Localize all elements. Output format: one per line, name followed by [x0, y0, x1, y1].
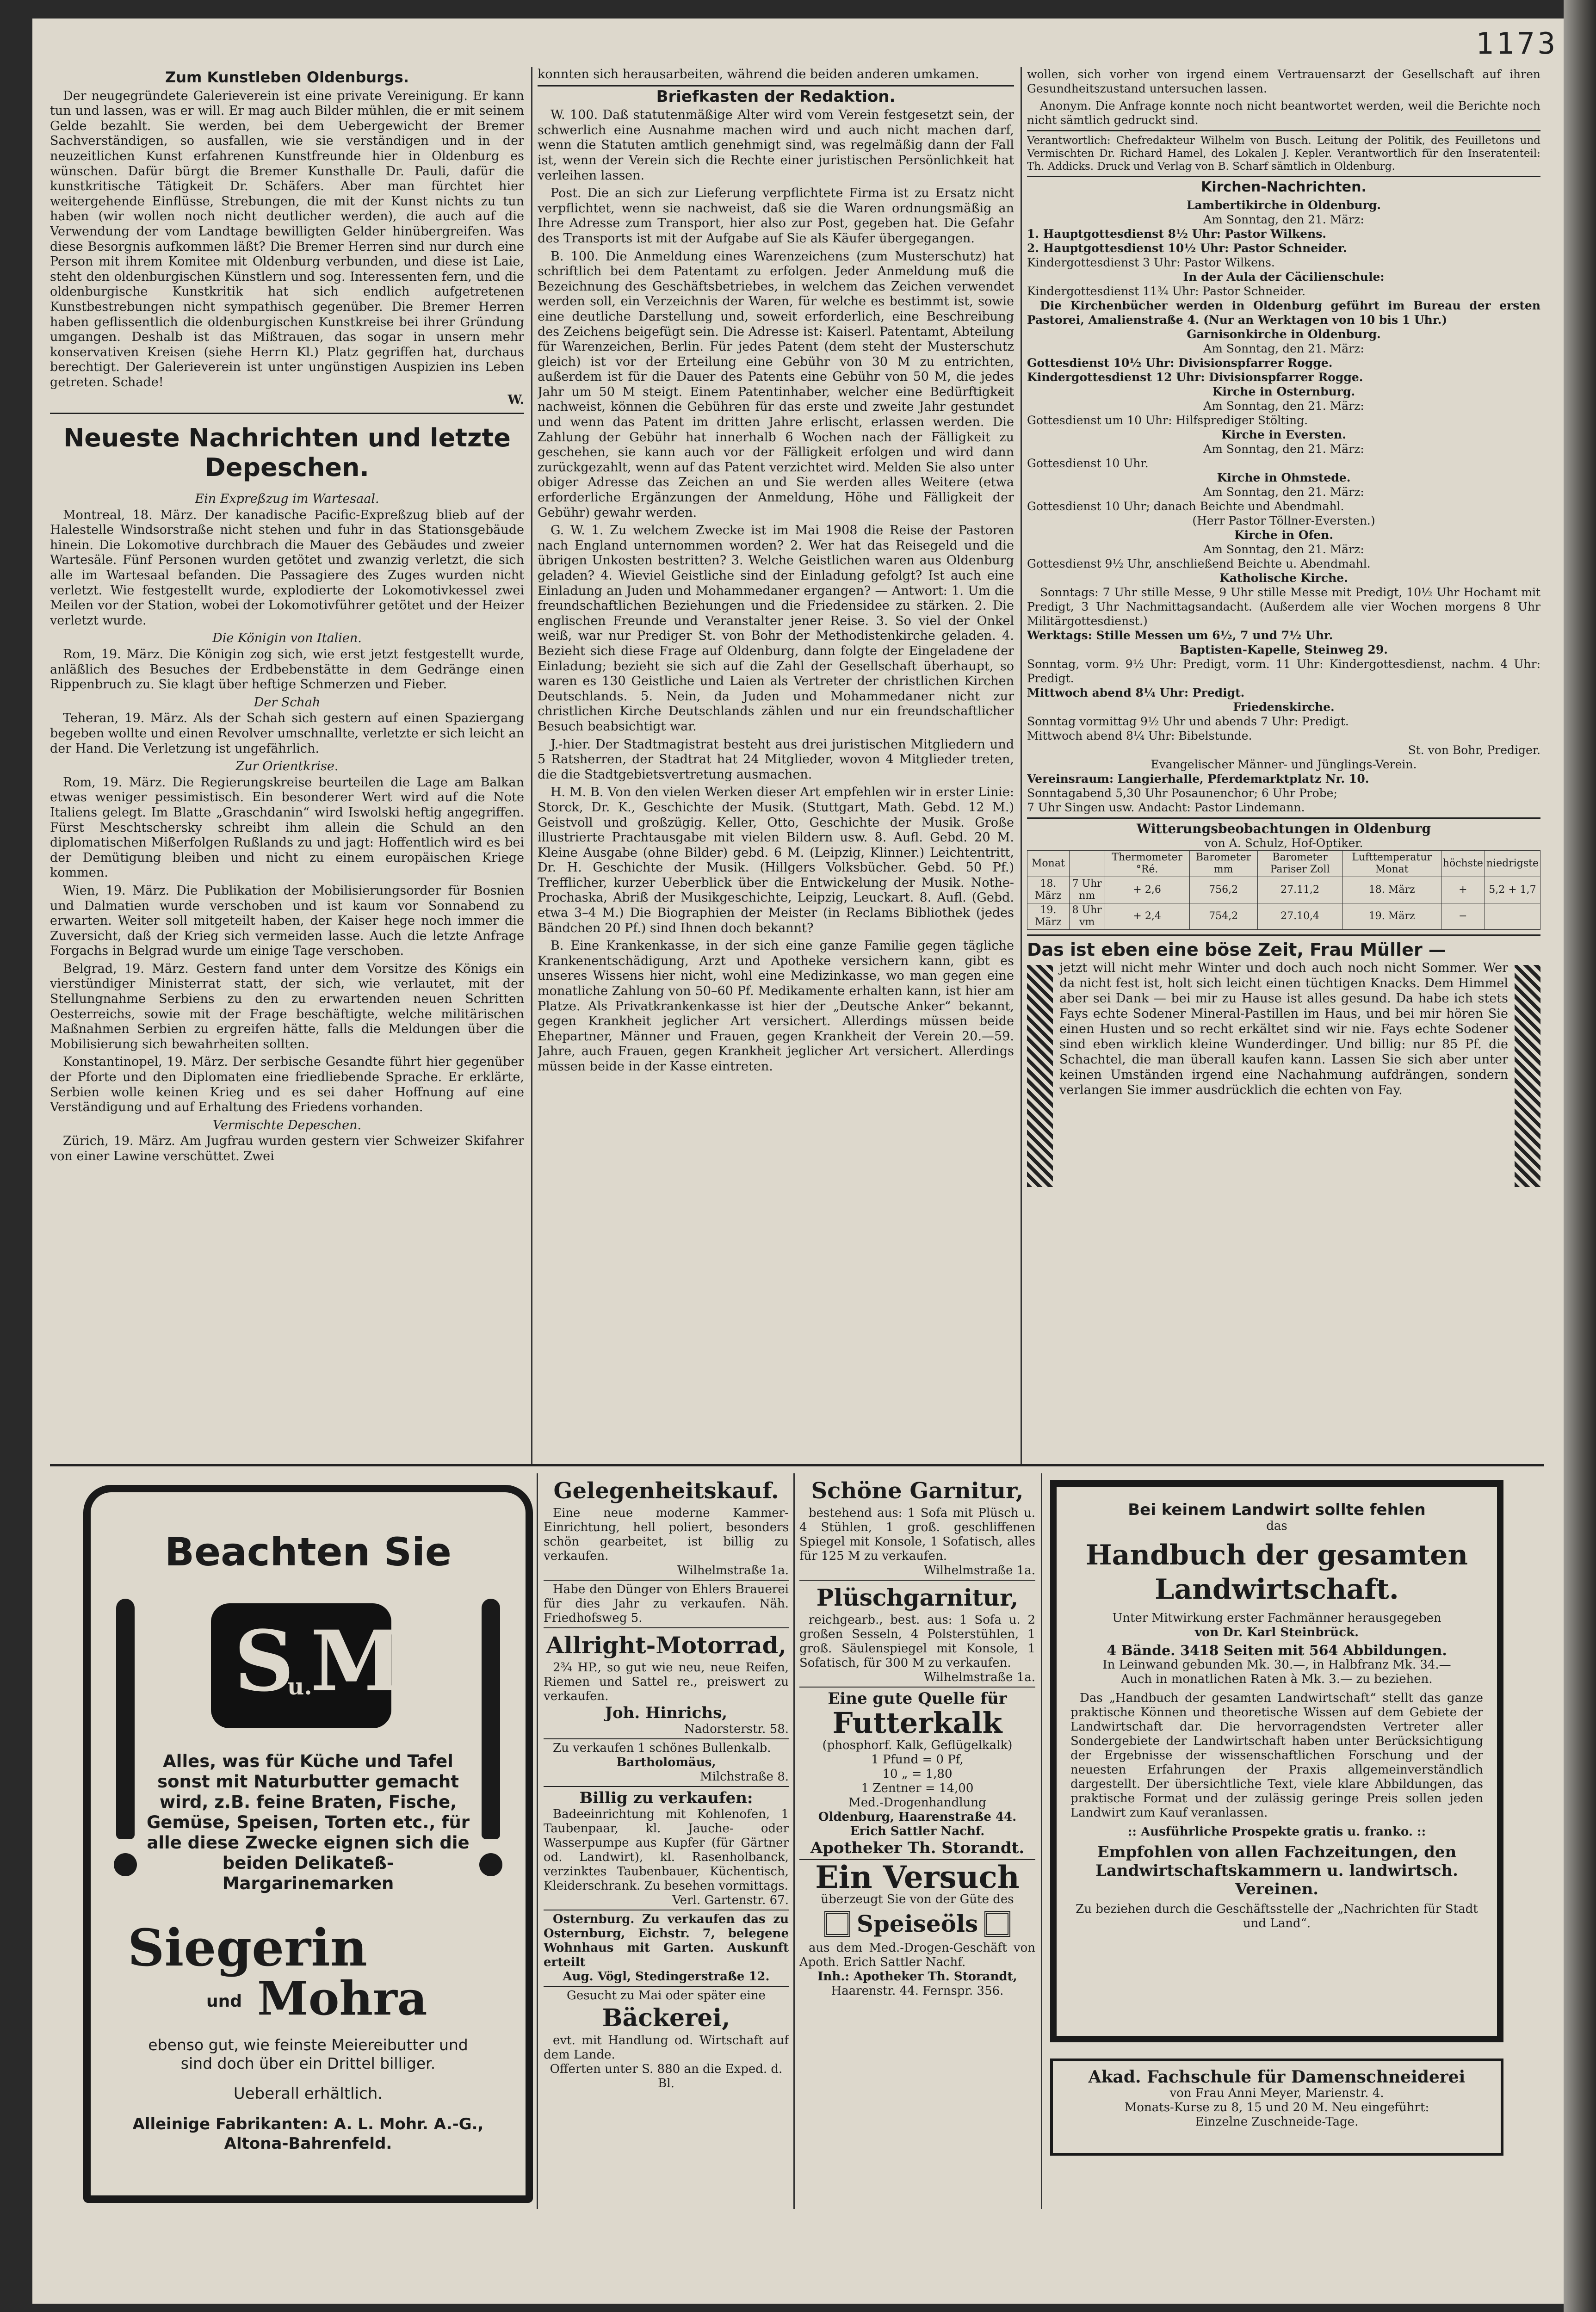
- ad-duenger-body: Habe den Dünger von Ehlers Brauerei für dies Jahr zu verkaufen. Näh. Friedhofsweg 5.: [544, 1583, 789, 1625]
- weather-cell: 7 Uhr nm: [1069, 877, 1105, 903]
- handbuch-price: In Leinwand gebunden Mk. 30.—, in Halbfranz Mk. 34.—: [1102, 1658, 1451, 1672]
- church-line: Kindergottesdienst 3 Uhr: Pastor Wilkens.: [1027, 256, 1275, 269]
- weather-table: [1027, 850, 1540, 930]
- weather-header: Lufttemperatur Monat: [1342, 851, 1441, 877]
- ad-bullenkalb-body: Zu verkaufen 1 schönes Bullenkalb.: [553, 1741, 771, 1755]
- weather-cell: 754,2: [1189, 903, 1257, 930]
- briefkasten-answer-1: W. 100. Daß statutenmäßige Alter wird vom Verein festgesetzt sein, der schwerlich eine Ausnahme machen wird und auch nicht machen darf, wenn die Statuten amtlich genehmigt sind, was regelmäßig dann der Fall ist, wenn der Verein sich die Rechte einer juristischen Persönlichkeit hat verleihen lassen.: [538, 108, 1014, 183]
- column-divider-1: [531, 67, 532, 1464]
- church-line: Gottesdienst 10 Uhr; danach Beichte und Abendmahl.: [1027, 500, 1344, 513]
- church-katholisch: Katholische Kirche.: [1219, 571, 1348, 585]
- briefkasten-answer-4: G. W. 1. Zu welchem Zwecke ist im Mai 1908 die Reise der Pastoren nach England unternommen worden? 2. Wer hat das Reisegeld und die übrigen Unkosten bestritten? 3. Welche Geistlichen waren aus Oldenburg geladen? 4. Wieviel Geistliche sind der Einladung gefolgt? Ist auch eine Einladung an Juden und Mohammedaner ergangen? — Antwort: 1. Um die freundschaftlichen Beziehungen und die Friedensidee zu stärken. 2. Die englischen Freunde und Veranstalter jener Reise. 3. So viel der Onkel weiß, war nur Prediger St. von Bohr der Methodistenkirche geladen. 4. Bezieht sich diese Frage auf Oldenburg, dann folgte der Eingeladene der Einladung; bezieht sie sich auf die Zahl der Gesellschaft überhaupt, so waren es 130 Geistliche und Laien als Vertreter der christlichen Kirchen Deutschlands. 5. Nein, da Juden und Mohammedaner nicht zur christlichen Kirche Deutschlands zählen und nur ein freundschaftlicher Besuch beabsichtigt war.: [538, 523, 1014, 734]
- handbuch-title: Handbuch der gesamten Landwirtschaft.: [1085, 1539, 1468, 1606]
- church-line: Sonntag, vorm. 9½ Uhr: Predigt, vorm. 11 Uhr: Kindergottesdienst, nachm. 4 Uhr: Predigt.: [1027, 657, 1540, 685]
- weather-header: Barometer mm: [1189, 851, 1257, 877]
- handbuch-body: Das „Handbuch der gesamten Landwirtschaft“ stellt das ganze praktische Können und theoretische Wissen auf dem Gebiete der Landwirtschaft dar. Die hervorragendsten Vertreter aller Sondergebiete der Landwirtschaft haben unter Berücksichtigung der Ergebnisse der wissenschaftlichen Forschung und der neuesten Erfahrungen der Praxis allgemeinverständlich dargestellt. Der übersichtliche Text, viele klare Abbildungen, das praktische Format und der zulässig geringe Preis sollen jeden Landwirt zum Kauf veranlassen.: [1070, 1691, 1483, 1820]
- weather-cell: +: [1441, 877, 1485, 903]
- column-2: [538, 67, 1014, 1457]
- weather-cell: 27.10,4: [1257, 903, 1342, 930]
- handbuch-prospekte: :: Ausführliche Prospekte gratis u. franko. ::: [1127, 1825, 1426, 1839]
- story8-title: Vermischte Depeschen.: [212, 1118, 362, 1132]
- weather-cell: 8 Uhr vm: [1069, 903, 1105, 930]
- fachschule-title: Akad. Fachschule für Damenschneiderei: [1088, 2068, 1466, 2087]
- ad-futterkalk-name: Erich Sattler Nachf.: [850, 1824, 985, 1838]
- weather-header: höchste: [1441, 851, 1485, 877]
- brand-und: und: [206, 1992, 242, 2011]
- ad-column-divider-1: [537, 1473, 538, 2209]
- col3-continuation: wollen, sich vorher von irgend einem Vertrauensarzt der Gesellschaft auf ihren Gesundheitszustand untersuchen lassen.: [1027, 68, 1540, 95]
- weather-cell: 19. März: [1342, 903, 1441, 930]
- story6-body: Belgrad, 19. März. Gestern fand unter dem Vorsitze des Königs ein vierstündiger Ministerrat statt, der sich, wie verlautet, mit der Stellungnahme Serbiens zu den zu erwartenden neuen Schritten Oesterreichs, sowie mit der Frage beschäftigte, welche militärischen Maßnahmen Serbien zu ergreifen hätte, falls die Meldungen über die Mobilisierung sich bewahrheiten sollten.: [50, 961, 524, 1051]
- church-line: Gottesdienst 10 Uhr.: [1027, 457, 1149, 470]
- church-date: Am Sonntag, den 21. März:: [1203, 543, 1364, 556]
- fachschule-body3: Einzelne Zuschneide-Tage.: [1195, 2115, 1359, 2129]
- weather-header: niedrigste: [1485, 851, 1540, 877]
- ad-versuch-address: Haarenstr. 44. Fernspr. 356.: [831, 1984, 1004, 1998]
- sum-logo: [211, 1603, 403, 1728]
- church-line: Werktags: Stille Messen um 6½, 7 und 7½ Uhr.: [1027, 629, 1333, 642]
- book-spine: [1564, 0, 1596, 2312]
- kunst-body: Der neugegründete Galerieverein ist eine private Vereinigung. Er kann tun und lassen, was er will. Er mag auch Bilder mühlen, die er mit seinem Gelde bezahlt. Sie werden, bei dem Uebergewicht der Bremer Sachverständigen, so ausfallen, wie sie verständigen und in der neuzeitlichen Kunst erfahrenen Kunstfreunde hier in Oldenburg es wünschen. Dafür bürgt die Bremer Kunsthalle Dr. Pauli, dafür die kunstkritische Tätigkeit Dr. Schäfers. Aber man fürchtet hier weitergehende Einflüsse, Strebungen, die mit der Kunst nichts zu tun haben (wir wollen noch nicht deutlicher werden), die auch auf die Verwendung der vom Landtage bewilligten Gelder hinübergreifen. Was diese Besorgnis aufkommen läßt? Die Bremer Herren sind nur durch eine Person mit ihrem Komitee mit Oldenburg verbunden, und diese ist Laie, steht den oldenburgischen Künstlern und sog. Interessenten fern, und die oldenburgische Kunstkritik hat sich endlich aufgetretenen Kunstbestrebungen nicht sympathisch gegenüber. Die Bremer Herren haben geflissentlich die oldenburgischen Kunstkreise bei ihrer Gründung umgangen. Deshalb ist das Mißtrauen, das sogar in unsern mehr konservativen Kreisen (siehe Herrn Kl.) Platz gegriffen hat, durchaus berechtigt. Der Galerieverein ist unter ungünstigen Auspizien ins Leben getreten. Schade!: [50, 88, 524, 389]
- church-date: Am Sonntag, den 21. März:: [1203, 485, 1364, 499]
- column-1: [50, 67, 524, 1457]
- weather-row: [1027, 877, 1540, 903]
- ad-pluesch-title: Plüschgarnitur,: [816, 1584, 1019, 1611]
- margarine-text: Alles, was für Küche und Tafel sonst mit Naturbutter gemacht wird, z.B. feine Braten, Fische, Gemüse, Speisen, Torten etc., für alle diese Zwecke eignen sich die beiden Delikateß-Margarinemarken: [146, 1751, 470, 1893]
- ad-billig-body: Badeeinrichtung mit Kohlenofen, 1 Taubenpaar, kl. Jauche- oder Wasserpumpe aus Kupfer (für Gärtner od. Landwirt), kl. Rasenholbanck, verzinktes Taubenbauer, Küchentisch, Kleiderschrank. Zu besehen vormittags.: [544, 1807, 789, 1893]
- weather-row: [1027, 903, 1540, 930]
- ad-osternburg-body: Osternburg. Zu verkaufen das zu Osternburg, Eichstr. 7, belegene Wohnhaus mit Garten. Auskunft erteilt: [544, 1912, 789, 1969]
- weather-header: Barometer Pariser Zoll: [1257, 851, 1342, 877]
- column-3: [1027, 67, 1540, 1457]
- church-line: Vereinsraum: Langierhalle, Pferdemarktplatz Nr. 10.: [1027, 772, 1369, 785]
- ad-gelegenheitskauf-title: Gelegenheitskauf.: [553, 1478, 779, 1504]
- church-eversten: Kirche in Eversten.: [1221, 428, 1346, 441]
- ad-motorrad-title: Allright-Motorrad,: [546, 1632, 786, 1659]
- ad-futterkalk-address: Oldenburg, Haarenstraße 44.: [818, 1810, 1017, 1824]
- weather-cell: 19. März: [1027, 903, 1070, 930]
- fachschule-body2: Monats-Kurse zu 8, 15 und 20 M. Neu eingeführt:: [1124, 2101, 1429, 2114]
- ad-versuch-body: überzeugt Sie von der Güte des: [821, 1892, 1014, 1906]
- church-line: Sonntags: 7 Uhr stille Messe, 9 Uhr stille Messe mit Predigt, 10½ Uhr Hochamt mit Predigt, 3 Uhr Nachmittagsandacht. (Außerdem alle vier Wochen morgens 8 Uhr Militärgottesdienst.): [1027, 586, 1540, 628]
- story1-title: Ein Expreßzug im Wartesaal.: [195, 492, 379, 507]
- weather-subtitle: von A. Schulz, Hof-Optiker.: [1204, 836, 1363, 850]
- church-lamberti: Lambertikirche in Oldenburg.: [1186, 198, 1381, 212]
- weather-cell: 18. März: [1027, 877, 1070, 903]
- church-friedenskirche: Friedenskirche.: [1233, 700, 1335, 714]
- fachschule-body: von Frau Anni Meyer, Marienstr. 4.: [1169, 2086, 1384, 2100]
- church-line: (Herr Pastor Töllner-Eversten.): [1192, 514, 1375, 527]
- church-line: Gottesdienst 9½ Uhr, anschließend Beichte u. Abendmahl.: [1027, 557, 1371, 570]
- newspaper-page: [32, 19, 1564, 2304]
- church-date: Am Sonntag, den 21. März:: [1203, 399, 1364, 413]
- kunst-signature: W.: [507, 393, 524, 408]
- col2-continuation: konnten sich herausarbeiten, während die beiden anderen umkamen.: [538, 67, 979, 81]
- anonym-note: Anonym. Die Anfrage konnte noch nicht beantwortet werden, weil die Berichte noch nicht sämtlich gedruckt sind.: [1027, 99, 1540, 127]
- story2-title: Die Königin von Italien.: [212, 631, 362, 646]
- ad-versuch-from: aus dem Med.-Drogen-Geschäft von Apoth. Erich Sattler Nachf.: [799, 1941, 1035, 1969]
- church-osternburg: Kirche in Osternburg.: [1212, 385, 1355, 398]
- ornament-left: [1027, 965, 1053, 1187]
- ad-futterkalk-price: 10 „ = 1,80: [882, 1767, 953, 1781]
- ad-gelegenheitskauf-address: Wilhelmstraße 1a.: [677, 1564, 789, 1577]
- church-ofen: Kirche in Ofen.: [1234, 528, 1334, 542]
- weather-cell: 18. März: [1342, 877, 1441, 903]
- mueller-ad-body: jetzt will nicht mehr Winter und doch auch noch nicht Sommer. Wer da nicht fest ist, holt sich leicht einen tüchtigen Knacks. Dem Himmel aber sei Dank — bei mir zu Hause ist alles gesund. Da habe ich stets Fays echte Sodener Mineral-Pastillen im Haus, und bei mir hören Sie einen Husten und so recht erkältet sind wir nie. Fays echte Sodener sind eben wirklich kleine Wunderdinger. Und billig: nur 85 Pf. die Schachtel, die man überall kaufen kann. Lassen Sie sich aber unter keinen Umständen irgend eine Nachahmung aufdrängen, sondern verlangen Sie immer ausdrücklich die echten von Fay.: [1059, 961, 1508, 1097]
- ad-pluesch-body: reichgearb., best. aus: 1 Sofa u. 2 großen Sesseln, 4 Polsterstühlen, 1 groß. Säulenspiegel mit Konsole, 1 Sofatisch, für 300 M zu verkaufen.: [799, 1613, 1035, 1670]
- ad-versuch-title: Ein Versuch: [815, 1859, 1020, 1895]
- church-line: 1. Hauptgottesdienst 8½ Uhr: Pastor Wilkens.: [1027, 227, 1327, 241]
- ad-garnitur-title: Schöne Garnitur,: [811, 1478, 1024, 1504]
- ad-bullenkalb-name: Bartholomäus,: [616, 1756, 716, 1769]
- handbuch-pre: Bei keinem Landwirt sollte fehlen: [1128, 1501, 1426, 1519]
- kunst-title: Zum Kunstleben Oldenburgs.: [165, 68, 409, 86]
- handbuch-author: von Dr. Karl Steinbrück.: [1194, 1626, 1359, 1639]
- ad-pluesch-address: Wilhelmstraße 1a.: [923, 1670, 1035, 1684]
- ad-baeckerei-address: Offerten unter S. 880 an die Exped. d. Bl.: [550, 2062, 783, 2090]
- exclamation-right-dot: [479, 1853, 502, 1876]
- weather-cell: 756,2: [1189, 877, 1257, 903]
- ad-garnitur-address: Wilhelmstraße 1a.: [923, 1564, 1035, 1577]
- weather-cell: + 2,4: [1105, 903, 1189, 930]
- ad-futterkalk-shop: Med.-Drogenhandlung: [848, 1796, 986, 1810]
- church-line: Mittwoch abend 8¼ Uhr: Bibelstunde.: [1027, 729, 1252, 742]
- ad-motorrad-address: Nadorsterstr. 58.: [684, 1722, 789, 1736]
- ad-billig-address: Verl. Gartenstr. 67.: [672, 1893, 789, 1907]
- church-line: Sonntagabend 5,30 Uhr Posaunenchor; 6 Uhr Probe;: [1027, 786, 1337, 800]
- church-line: Gottesdienst 10½ Uhr: Divisionspfarrer Rogge.: [1027, 356, 1333, 370]
- church-line: Gottesdienst um 10 Uhr: Hilfsprediger Stölting.: [1027, 414, 1308, 427]
- briefkasten-title: Briefkasten der Redaktion.: [656, 87, 896, 106]
- square-ornament-icon: [824, 1911, 850, 1937]
- ad-column-divider-2: [793, 1473, 795, 2209]
- church-line: 7 Uhr Singen usw. Andacht: Pastor Lindemann.: [1027, 801, 1305, 814]
- church-line: Kindergottesdienst 12 Uhr: Divisionspfarrer Rogge.: [1027, 371, 1363, 384]
- briefkasten-answer-6: H. M. B. Von den vielen Werken dieser Art empfehlen wir in erster Linie: Storck, Dr. K., Geschichte der Musik. (Stuttgart, Math. Gebd. 12 M.) Geistvoll und großzügig. Keller, Otto, Geschichte der Musik. Große illustrierte Prachtausgabe mit vielen Bildern usw. 8. Aufl. Gebd. 20 M. Kleine Ausgabe (ohne Bilder) gebd. 6 M. (Leipzig, Klinner.) Leichtentritt, Dr. H. Geschichte der Musik. (Hillgers Volksbücher. Gebd. 50 Pf.) Trefflicher, kurzer Ueberblick über die Entwickelung der Musik. Nothe-Prochaska, Abriß der Musikgeschichte, Leipzig, Leuckart. 8. Aufl. (Gebd. etwa 3–4 M.) Die Biographien der Meister (in Reclams Bibliothek (jedes Bändchen 20 Pf.) sind Ihnen doch bekannt?: [538, 785, 1014, 935]
- news-title: Neueste Nachrichten und letzte Depeschen.: [63, 423, 511, 482]
- weather-header: [1069, 851, 1105, 877]
- church-date: Am Sonntag, den 21. März:: [1203, 442, 1364, 456]
- square-ornament-icon: [984, 1911, 1010, 1937]
- church-line: Die Kirchenbücher werden in Oldenburg geführt im Bureau der ersten Pastorei, Amalienstraße 4. (Nur an Werktagen von 10 bis 1 Uhr.): [1027, 299, 1540, 327]
- church-aula: In der Aula der Cäcilienschule:: [1183, 270, 1385, 284]
- ad-futterkalk-apotheker: Apotheker Th. Storandt.: [810, 1839, 1025, 1857]
- briefkasten-answer-2: Post. Die an sich zur Lieferung verpflichtete Firma ist zu Ersatz nicht verpflichtet, wenn sie nachweist, daß sie die Waren ordnungsmäßig an Ihre Adresse zum Transport, hier also zur Post, gegeben hat. Die Gefahr des Transports ist mit der Aufgabe auf Sie als Käufer übergegangen.: [538, 186, 1014, 246]
- ad-garnitur-body: bestehend aus: 1 Sofa mit Plüsch u. 4 Stühlen, 1 groß. geschliffenen Spiegel mit Konsole, 1 Sofatisch, alles für 125 M zu verkaufen.: [799, 1506, 1035, 1563]
- margarine-headline: Beachten Sie: [165, 1529, 452, 1575]
- logo-letter-s: S: [234, 1613, 294, 1710]
- church-ohmstede: Kirche in Ohmstede.: [1217, 471, 1351, 484]
- margarine-text2: ebenso gut, wie feinste Meiereibutter und sind doch über ein Drittel billiger.: [148, 2036, 468, 2072]
- exclamation-left-dot: [114, 1853, 137, 1876]
- ad-divider: [50, 1464, 1544, 1466]
- church-date: Am Sonntag, den 21. März:: [1203, 342, 1364, 355]
- weather-cell: −: [1441, 903, 1485, 930]
- church-line: Evangelischer Männer- und Jünglings-Verein.: [1151, 758, 1417, 771]
- margarine-available: Ueberall erhältlich.: [233, 2084, 383, 2103]
- story5-body: Wien, 19. März. Die Publikation der Mobilisierungsorder für Bosnien und Dalmatien wurde verschoben und ist kaum vor Sonnabend zu erwarten. Weiter soll mitgeteilt haben, der Kaiser hege noch immer die Zuversicht, daß der Krieg sich vermeiden lasse. Auch die letzte Anfrage Forgachs in Belgrad wurde um einige Tage verschoben.: [50, 883, 524, 958]
- ad-futterkalk-pre: Eine gute Quelle für: [828, 1689, 1007, 1708]
- church-line: Sonntag vormittag 9½ Uhr und abends 7 Uhr: Predigt.: [1027, 715, 1349, 728]
- margarine-ad: [83, 1485, 533, 2203]
- ad-billig-title: Billig zu verkaufen:: [579, 1789, 753, 1807]
- church-line: St. von Bohr, Prediger.: [1408, 743, 1540, 757]
- story8-body: Zürich, 19. März. Am Jugfrau wurden gestern vier Schweizer Skifahrer von einer Lawine verschüttet. Zwei: [50, 1134, 524, 1163]
- church-line: 2. Hauptgottesdienst 10½ Uhr: Pastor Schneider.: [1027, 241, 1347, 255]
- handbuch-get: Zu beziehen durch die Geschäftsstelle der „Nachrichten für Stadt und Land“.: [1076, 1902, 1478, 1930]
- ad-baeckerei-title: Bäckerei,: [602, 2004, 730, 2032]
- handbuch-sub: Unter Mitwirkung erster Fachmänner herausgegeben: [1112, 1611, 1441, 1625]
- ad-motorrad-body: 2¾ HP., so gut wie neu, neue Reifen, Riemen und Sattel re., preiswert zu verkaufen.: [544, 1661, 789, 1703]
- ad-column-a: [544, 1476, 789, 2216]
- briefkasten-answer-7: B. Eine Krankenkasse, in der sich eine ganze Familie gegen tägliche Krankenentschädigung, Arzt und Apotheke versichern kann, gibt es unseres Wissens hier nicht, wohl eine Medizinkasse, wo man gegen eine monatliche Zahlung von 50–60 Pf. Medikamente erhalten kann, ist hier am Platze. Als Privatkrankenkasse ist hier der „Deutsche Anker“ bekannt, gegen Krankheit jeglicher Art versichert. Allerdings müssen beide Ehepartner, Männer und Frauen, gegen Krankheit der Verein 20.—59. Jahre, auch Frauen, gegen Krankheit jeglicher Art versichert. Allerdings müssen beide in der Kasse eintreten.: [538, 939, 1014, 1074]
- ad-column-b: [799, 1476, 1035, 2216]
- church-line: Kindergottesdienst 11¾ Uhr: Pastor Schneider.: [1027, 284, 1305, 298]
- handbuch-volumes: 4 Bände. 3418 Seiten mit 564 Abbildungen.: [1107, 1643, 1447, 1659]
- logo-letter-m: M: [310, 1613, 403, 1710]
- ad-futterkalk-price: 1 Zentner = 14,00: [861, 1781, 974, 1795]
- page-number: 1173: [1476, 27, 1559, 61]
- ad-futterkalk-sub: (phosphorf. Kalk, Geflügelkalk): [822, 1738, 1013, 1752]
- handbuch-ad: [1050, 1480, 1503, 2042]
- church-line: Mittwoch abend 8¼ Uhr: Predigt.: [1027, 686, 1245, 699]
- ad-osternburg-name: Aug. Vögl, Stedingerstraße 12.: [563, 1970, 770, 1984]
- margarine-maker: Alleinige Fabrikanten: A. L. Mohr. A.-G., Altona-Bahrenfeld.: [132, 2115, 484, 2153]
- church-date: Am Sonntag, den 21. März:: [1203, 213, 1364, 226]
- weather-cell: + 2,6: [1105, 877, 1189, 903]
- handbuch-installments: Auch in monatlichen Raten à Mk. 3.— zu beziehen.: [1121, 1672, 1433, 1686]
- church-baptisten: Baptisten-Kapelle, Steinweg 29.: [1180, 643, 1388, 656]
- fachschule-ad: [1050, 2059, 1503, 2156]
- weather-header: Thermometer °Ré.: [1105, 851, 1189, 877]
- ornament-right: [1515, 965, 1540, 1187]
- ad-futterkalk-title: Futterkalk: [832, 1706, 1002, 1740]
- ad-speiseoel-brand: Speiseöls: [856, 1910, 978, 1937]
- brand-siegerin: Siegerin: [128, 1918, 367, 1978]
- ad-gelegenheitskauf-body: Eine neue moderne Kammer-Einrichtung, hell poliert, besonders schön gearbeitet, ist billig zu verkaufen.: [544, 1506, 789, 1563]
- church-garnison: Garnisonkirche in Oldenburg.: [1187, 328, 1381, 341]
- story4-title: Zur Orientkrise.: [235, 759, 339, 774]
- ad-motorrad-name: Joh. Hinrichs,: [605, 1704, 728, 1722]
- handbuch-recommended: Empfohlen von allen Fachzeitungen, den Landwirtschaftskammern u. landwirtsch. Vereinen.: [1095, 1843, 1458, 1898]
- weather-title: Witterungsbeobachtungen in Oldenburg: [1136, 821, 1431, 836]
- story1-body: Montreal, 18. März. Der kanadische Pacific-Expreßzug blieb auf der Halestelle Windsorstraße nicht stehen und fuhr in das Stationsgebäude hinein. Die Lokomotive durchbrach die Mauer des Gebäudes und zweier Wartesäle. Fünf Personen wurden getötet und zwanzig verletzt, die sich alle im Wartesaal befanden. Die Passagiere des Zuges wurden nicht verletzt. Wie festgestellt wurde, explodierte der Lokomotivkessel zwei Meilen vor der Station, wobei der Lokomotivführer getötet und der Heizer verletzt wurde.: [50, 507, 524, 628]
- ad-versuch-owner: Inh.: Apotheker Th. Storandt,: [817, 1970, 1017, 1984]
- ad-futterkalk-price: 1 Pfund = 0 Pf,: [871, 1753, 964, 1767]
- briefkasten-answer-5: J.-hier. Der Stadtmagistrat besteht aus drei juristischen Mitgliedern und 5 Ratsherren, der Stadtrat hat 24 Mitglieder, wovon 4 Mitglieder treten, die die Stadtgebietsvertretung ausmachen.: [538, 737, 1014, 782]
- briefkasten-answer-3: B. 100. Die Anmeldung eines Warenzeichens (zum Musterschutz) hat schriftlich bei dem Patentamt zu erfolgen. Jeder Anmeldung muß die Bezeichnung des Geschäftsbetriebes, in welchem das Zeichen verwendet werden soll, ein Verzeichnis der Waren, für welche es bestimmt ist, sowie eine deutliche Darstellung und, soweit erforderlich, eine Beschreibung des Zeichens beigefügt sein. Die Adresse ist: Kaiserl. Patentamt, Abteilung für Warenzeichen, Berlin. Für jedes Patent (dem steht der Musterschutz gleich) ist vor der Erteilung eine Gebühr von 30 M zu entrichten, außerdem ist für die Dauer des Patents eine Gebühr von 50 M, die jedes Jahr um 50 M steigt. Einem Patentinhaber, welcher eine Bedürftigkeit nachweist, können die Gebühren für das erste und zweite Jahr gestundet und wenn das Patent im dritten Jahre erlischt, erlassen werden. Die Zahlung der Gebühr hat innerhalb 6 Wochen nach der Fälligkeit zu geschehen, sie kann auch vor der Fälligkeit erfolgen und wird dann zurückgezahlt, wenn auf das Patent verzichtet wird. Melden Sie also unter obiger Adresse das Zeichen an und Sie werden alles Weitere (etwa erforderliche Ergänzungen der Anmeldung, Höhe und Fälligkeit der Gebühr) gewahr werden.: [538, 249, 1014, 520]
- weather-header: Monat: [1027, 851, 1070, 877]
- exclamation-right-icon: [482, 1599, 500, 1839]
- ad-baeckerei-pre: Gesucht zu Mai oder später eine: [567, 1989, 766, 2003]
- weather-cell: 5,2: [1489, 884, 1505, 896]
- story7-body: Konstantinopel, 19. März. Der serbische Gesandte führt hier gegenüber der Pforte und den Diplomaten eine friedliebende Sprache. Er erklärte, Serbien wolle keinen Krieg und es sei daher Hoffnung auf eine Verständigung und auf Erhaltung des Friedens vorhanden.: [50, 1055, 524, 1115]
- story2-body: Rom, 19. März. Die Königin zog sich, wie erst jetzt festgestellt wurde, anläßlich des Besuches der Erdbebenstätte in dem Gedränge einen Rippenbruch zu. Sie klagt über heftige Schmerzen und Fieber.: [50, 647, 524, 692]
- story3-title: Der Schah: [254, 695, 321, 710]
- handbuch-das: das: [1266, 1519, 1287, 1533]
- mueller-ad-title: Das ist eben eine böse Zeit, Frau Müller —: [1027, 940, 1446, 960]
- ad-column-divider-3: [1041, 1473, 1042, 2209]
- church-title: Kirchen-Nachrichten.: [1201, 179, 1367, 195]
- ad-baeckerei-body: evt. mit Handlung od. Wirtschaft auf dem Lande.: [544, 2034, 789, 2062]
- story4-body: Rom, 19. März. Die Regierungskreise beurteilen die Lage am Balkan etwas weniger pessimistisch. Ein besonderer Wert wird auf die Note Italiens gelegt. Im Blatte „Graschdanin“ wird Iswolski heftig angegriffen. Fürst Meschtschersky schreibt ihm allein die Schuld an den diplomatischen Mißerfolgen Rußlands zu und jagt: Hoffentlich wird es bei der Demütigung bleiben und nicht zu einem europäischen Kriege kommen.: [50, 775, 524, 880]
- brand-mohra: Mohra: [257, 1971, 427, 2026]
- story3-body: Teheran, 19. März. Als der Schah sich gestern auf einen Spaziergang begeben wollte und einen Revolver umschnallte, verletzte er sich leicht an der Hand. Die Verletzung ist ungefährlich.: [50, 711, 524, 756]
- ad-bullenkalb-address: Milchstraße 8.: [699, 1770, 789, 1784]
- logo-letter-u: u.: [287, 1673, 312, 1700]
- column-divider-2: [1021, 67, 1022, 1464]
- weather-cell: + 1,7: [1508, 884, 1536, 896]
- imprint: Verantwortlich: Chefredakteur Wilhelm von Busch. Leitung der Politik, des Feuilletons und Vermischten Dr. Richard Hamel, des Lokalen J. Kepler. Verantwortlich für den Inseratenteil: Th. Addicks. Druck und Verlag von B. Scharf sämtlich in Oldenburg.: [1027, 135, 1540, 173]
- weather-cell: 27.11,2: [1257, 877, 1342, 903]
- exclamation-left-icon: [116, 1599, 135, 1839]
